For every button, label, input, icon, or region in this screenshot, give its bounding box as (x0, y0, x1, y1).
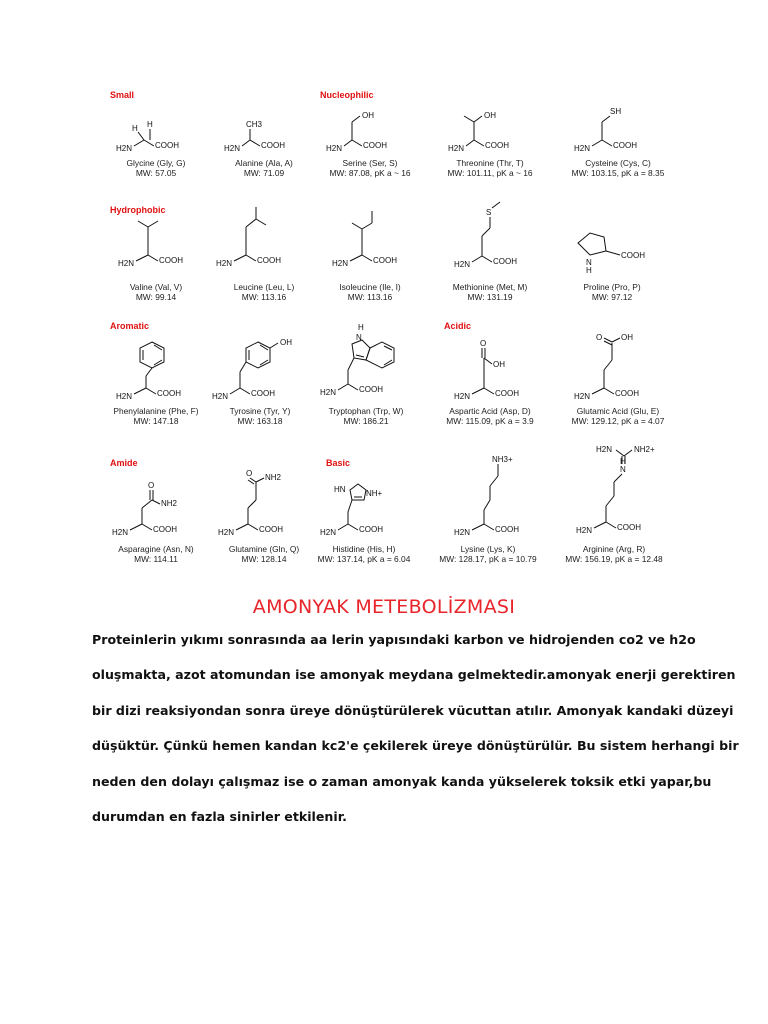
atom-label-cooh: COOH (495, 525, 519, 534)
atom-label-h2n: H2N (448, 144, 465, 153)
amino-acid-name: Alanine (Ala, A) (235, 158, 293, 168)
atom-label-h2n: H2N (454, 260, 471, 269)
atom-label-oh: OH (280, 338, 292, 347)
molecular-weight: MW: 99.14 (135, 292, 177, 302)
atom-label-cooh: COOH (621, 251, 645, 260)
amino-acid-name: Glutamine (Gln, Q) (228, 544, 300, 554)
aspartic-acid-structure (440, 334, 560, 414)
atom-label-h2n: H2N (576, 526, 593, 535)
atom-label-h: H (132, 124, 138, 133)
proline-structure (566, 205, 686, 285)
section-heading: AMONYAK METEBOLİZMASI (252, 596, 516, 618)
atom-label-o: O (596, 333, 603, 342)
amino-acid-glutamic-acid (566, 330, 686, 430)
amino-acid-isoleucine (318, 205, 438, 305)
amino-acid-name: Methionine (Met, M) (452, 282, 528, 292)
amino-acid-methionine (440, 198, 560, 302)
tryptophan-structure (318, 322, 438, 412)
isoleucine-structure (318, 205, 438, 285)
atom-label-cooh: COOH (257, 256, 281, 265)
valine-structure (96, 205, 216, 285)
atom-label-s: S (486, 208, 492, 217)
atom-label-cooh: COOH (613, 141, 637, 150)
amino-acid-name: Glycine (Gly, G) (126, 158, 186, 168)
atom-label-h2n: H2N (116, 144, 133, 153)
atom-label-h2n: H2N (332, 259, 349, 268)
amino-acid-name: Valine (Val, V) (129, 282, 183, 292)
amino-acid-name: Serine (Ser, S) (342, 158, 398, 168)
tyrosine-structure (204, 334, 324, 414)
molecular-weight: MW: 163.18 (237, 416, 283, 426)
amino-acid-phenylalanine (96, 334, 216, 434)
amino-acid-proline (566, 205, 686, 305)
amino-acid-cysteine (566, 102, 686, 202)
category-hydrophobic: Hydrophobic (110, 205, 166, 215)
atom-label-nh2: NH2 (265, 473, 282, 482)
leucine-structure (204, 205, 324, 285)
atom-label-cooh: COOH (485, 141, 509, 150)
atom-label-cooh: COOH (617, 523, 641, 532)
amino-acid-name: Tryptophan (Trp, W) (328, 406, 404, 416)
atom-label-h2n: H2N (118, 259, 135, 268)
molecular-weight: MW: 128.17, pK a = 10.79 (439, 554, 537, 564)
atom-label-h2n: H2N (574, 392, 591, 401)
amino-acid-name: Arginine (Arg, R) (582, 544, 646, 554)
serine-structure (318, 102, 438, 162)
molecular-weight: MW: 156.19, pK a = 12.48 (565, 554, 663, 564)
molecular-weight: MW: 87.08, pK a ~ 16 (329, 168, 411, 178)
phenylalanine-structure (96, 334, 216, 414)
atom-label-cooh: COOH (153, 525, 177, 534)
category-amide: Amide (110, 458, 138, 468)
histidine-structure (318, 468, 438, 548)
amino-acid-histidine (318, 468, 438, 568)
amino-acid-name: Isoleucine (Ile, I) (339, 282, 401, 292)
body-paragraph (92, 628, 739, 840)
atom-label-oh: OH (484, 111, 496, 120)
amino-acid-threonine (440, 102, 560, 202)
cysteine-structure (566, 102, 686, 162)
atom-label-cooh: COOH (359, 385, 383, 394)
amino-acid-arginine (565, 440, 686, 564)
paragraph-line: oluşmakta, azot atomundan ise amonyak meydana gelmektedir.amonyak enerji gerektiren (92, 667, 736, 683)
paragraph-line: düşüktür. Çünkü hemen kandan kc2'e çekilerek üreye dönüştürülür. Bu sistem herhangi bir (92, 738, 739, 754)
amino-acid-chart (96, 80, 686, 580)
atom-label-h: H (586, 266, 592, 275)
atom-label-nh2: NH2 (161, 499, 178, 508)
arginine-structure (566, 440, 686, 545)
molecular-weight: MW: 97.12 (591, 292, 633, 302)
glutamine-structure (204, 468, 324, 548)
amino-acid-valine (96, 205, 216, 305)
molecular-weight: MW: 147.18 (133, 416, 179, 426)
amino-acid-name: Phenylalanine (Phe, F) (113, 406, 199, 416)
category-basic: Basic (326, 458, 351, 468)
atom-label-h2n: H2N (218, 528, 235, 537)
atom-label-cooh: COOH (155, 141, 179, 150)
atom-label-h2n: H2N (326, 144, 343, 153)
atom-label-cooh: COOH (359, 525, 383, 534)
atom-label-sh: SH (610, 107, 622, 116)
amino-acid-name: Histidine (His, H) (332, 544, 396, 554)
atom-label-cooh: COOH (615, 389, 639, 398)
atom-label-nh-plus: NH+ (366, 489, 383, 498)
atom-label-n: N (356, 333, 362, 342)
amino-acid-name: Proline (Pro, P) (583, 282, 641, 292)
molecular-weight: MW: 137.14, pK a = 6.04 (317, 554, 411, 564)
paragraph-line: Proteinlerin yıkımı sonrasında aa lerin yapısındaki karbon ve hidrojenden co2 ve h2o (92, 632, 696, 647)
category-acidic: Acidic (444, 321, 472, 331)
atom-label-h2n: H2N (116, 392, 133, 401)
atom-label-h2n: H2N (320, 388, 337, 397)
category-nucleophilic: Nucleophilic (320, 90, 374, 100)
molecular-weight: MW: 186.21 (343, 416, 389, 426)
molecular-weight: MW: 113.16 (241, 292, 287, 302)
atom-label-h2n: H2N (454, 528, 471, 537)
atom-label-h: H (358, 323, 364, 332)
threonine-structure (440, 102, 560, 162)
atom-label-o: O (480, 339, 487, 348)
amino-acid-alanine (204, 102, 324, 202)
glutamic-acid-structure (566, 330, 686, 415)
paragraph-line: bir dizi reaksiyondan sonra üreye dönüştürülerek vücuttan atılır. Amonyak kandaki düzeyi (92, 702, 734, 718)
atom-label-h2n: H2N (320, 528, 337, 537)
amino-acid-name: Glutamic Acid (Glu, E) (576, 406, 660, 416)
atom-label-hn: HN (334, 485, 346, 494)
atom-label-oh: OH (493, 360, 505, 369)
atom-label-o: O (246, 469, 253, 478)
amino-acid-leucine (204, 205, 324, 305)
atom-label-n: N (586, 258, 592, 267)
paragraph-line: neden den dolayı çalışmaz ise o zaman amonyak kanda yükselerek toksik etki yapar,bu (92, 773, 712, 789)
asparagine-structure (96, 468, 216, 548)
atom-label-h2n: H2N (224, 144, 241, 153)
atom-label-oh: OH (362, 111, 374, 120)
atom-label-cooh: COOH (261, 141, 285, 150)
category-small: Small (110, 90, 135, 100)
molecular-weight: MW: 103.15, pK a = 8.35 (571, 168, 665, 178)
atom-label-cooh: COOH (495, 389, 519, 398)
molecular-weight: MW: 57.05 (135, 168, 177, 178)
atom-label-h2n: H2N (454, 392, 471, 401)
atom-label-oh: OH (621, 333, 633, 342)
atom-label-cooh: COOH (251, 389, 275, 398)
lysine-structure (440, 448, 560, 548)
atom-label-h2n: H2N (596, 445, 613, 454)
amino-acid-glycine (96, 102, 216, 202)
amino-acid-tryptophan (318, 322, 438, 426)
molecular-weight: MW: 114.11 (134, 554, 178, 564)
amino-acid-name: Lysine (Lys, K) (460, 544, 516, 554)
atom-label-n: N (620, 465, 626, 474)
atom-label-cooh: COOH (363, 141, 387, 150)
amino-acid-aspartic-acid (440, 334, 560, 434)
molecular-weight: MW: 128.14 (241, 554, 287, 564)
methionine-structure (440, 198, 560, 283)
atom-label-ch3: CH3 (246, 120, 263, 129)
atom-label-nh2-plus: NH2+ (634, 445, 655, 454)
molecular-weight: MW: 113.16 (347, 292, 393, 302)
amino-acid-name: Asparagine (Asn, N) (118, 544, 194, 554)
atom-label-h2n: H2N (112, 528, 129, 537)
amino-acid-name: Threonine (Thr, T) (456, 158, 524, 168)
paragraph-line: durumdan en fazla sinirler etkilenir. (92, 808, 347, 824)
amino-acid-name: Leucine (Leu, L) (233, 282, 295, 292)
atom-label-nh3-plus: NH3+ (492, 455, 513, 464)
atom-label-h2n: H2N (574, 144, 591, 153)
amino-acid-serine (318, 102, 438, 202)
molecular-weight: MW: 115.09, pK a = 3.9 (446, 416, 534, 426)
atom-label-cooh: COOH (493, 257, 517, 266)
atom-label-h: H (147, 120, 153, 129)
molecular-weight: MW: 129.12, pK a = 4.07 (571, 416, 665, 426)
atom-label-h2n: H2N (212, 392, 229, 401)
amino-acid-asparagine (96, 468, 216, 568)
atom-label-h2n: H2N (216, 259, 233, 268)
amino-acid-lysine (439, 448, 560, 564)
atom-label-cooh: COOH (373, 256, 397, 265)
molecular-weight: MW: 131.19 (467, 292, 513, 302)
atom-label-o: O (148, 481, 155, 490)
alanine-structure (204, 102, 324, 162)
molecular-weight: MW: 101.11, pK a ~ 16 (447, 168, 533, 178)
category-aromatic: Aromatic (110, 321, 150, 331)
amino-acid-name: Aspartic Acid (Asp, D) (449, 406, 531, 416)
amino-acid-name: Cysteine (Cys, C) (585, 158, 651, 168)
amino-acid-name: Tyrosine (Tyr, Y) (229, 406, 291, 416)
glycine-structure (96, 102, 216, 162)
atom-label-cooh: COOH (159, 256, 183, 265)
molecular-weight: MW: 71.09 (243, 168, 285, 178)
atom-label-cooh: COOH (157, 389, 181, 398)
atom-label-cooh: COOH (259, 525, 283, 534)
atom-label-h: H (620, 457, 626, 466)
